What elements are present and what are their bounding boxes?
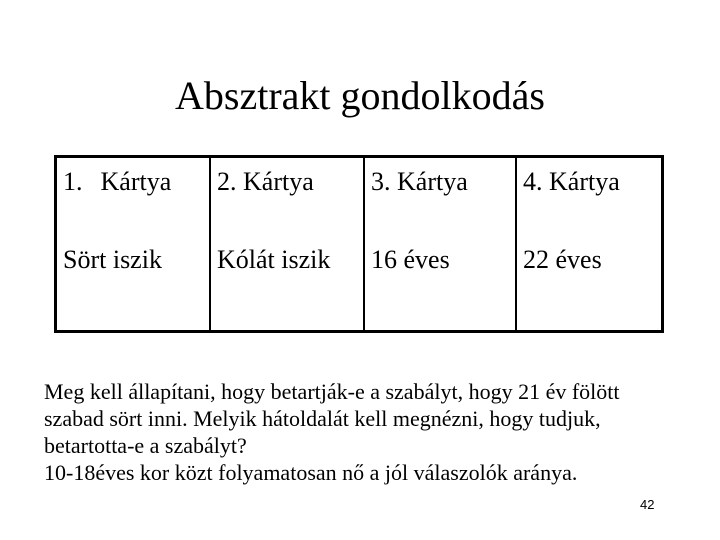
card-2-number: 2. [217, 167, 237, 196]
card-4-label: Kártya [549, 167, 620, 196]
card-4 [515, 158, 661, 330]
card-1 [57, 158, 209, 330]
body-text [44, 378, 694, 486]
card-2 [209, 158, 363, 330]
body-line: szabad sört inni. Melyik hátoldalát kell megnézni, hogy tudjuk, [44, 406, 601, 431]
card-4-header [523, 164, 661, 200]
card-1-header [63, 164, 209, 200]
card-4-number: 4. [523, 167, 543, 196]
slide-title: Absztrakt gondolkodás [175, 73, 545, 118]
card-3-header [371, 164, 515, 200]
page-number: 42 [640, 497, 655, 512]
card-4-face: 22 éves [523, 245, 602, 274]
body-line: Meg kell állapítani, hogy betartják-e a szabályt, hogy 21 év fölött [44, 379, 620, 404]
body-line: betartotta-e a szabályt? [44, 433, 247, 458]
card-3-face: 16 éves [371, 245, 450, 274]
card-1-number: 1. [63, 167, 83, 196]
body-line: 10-18éves kor közt folyamatosan nő a jól válaszolók aránya. [44, 460, 578, 485]
card-2-label: Kártya [243, 167, 314, 196]
card-3-number: 3. [371, 167, 391, 196]
card-1-face: Sört iszik [63, 245, 162, 274]
card-2-face: Kólát iszik [217, 245, 331, 274]
card-3 [363, 158, 515, 330]
card-2-header [217, 164, 363, 200]
cards-table [54, 155, 664, 333]
card-1-label: Kártya [100, 167, 172, 196]
card-3-label: Kártya [397, 167, 468, 196]
